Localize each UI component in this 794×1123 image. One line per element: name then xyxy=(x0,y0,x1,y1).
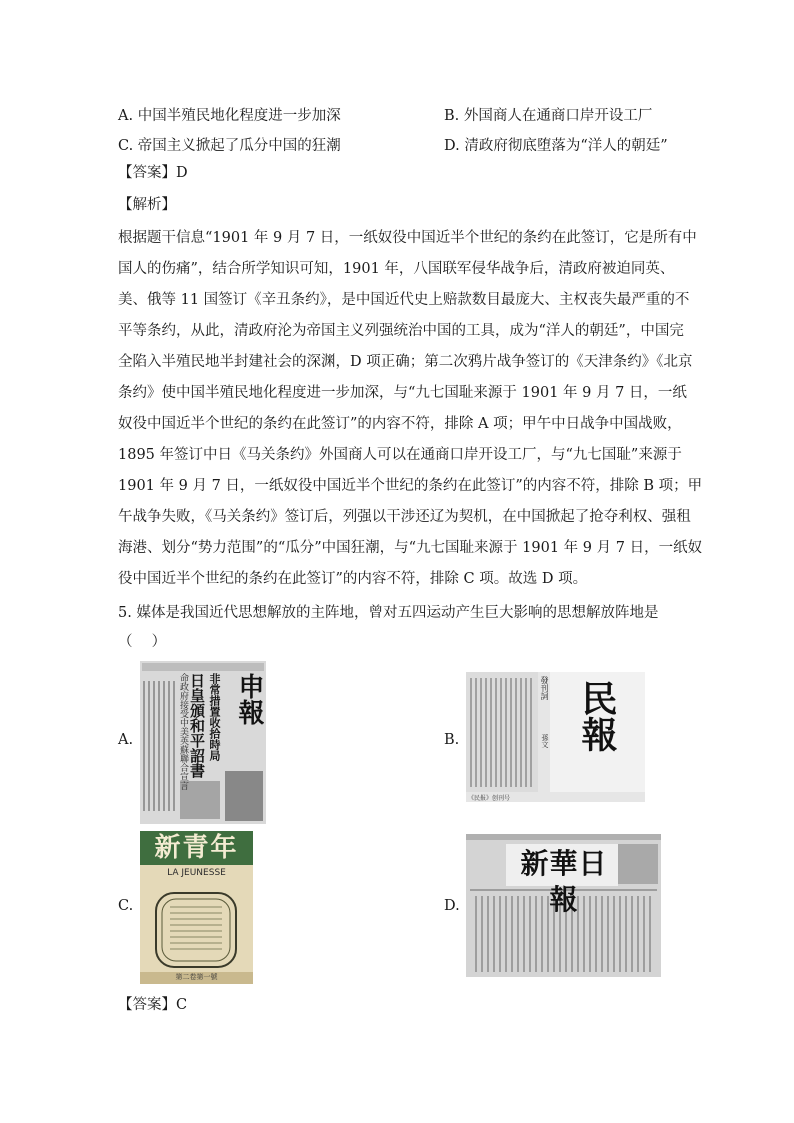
minbao-author: 孫文 xyxy=(541,734,549,748)
shenbao-headline-3: 命政府接受中美英蘇聯合宣言 xyxy=(178,673,188,790)
option-b-label: B. xyxy=(444,732,460,748)
option-a-label: A. xyxy=(118,732,134,748)
shenbao-headline-2: 日皇頒和平詔書 xyxy=(188,673,206,778)
prev-option-b: B. 外国商人在通商口岸开设工厂 xyxy=(444,108,653,124)
xinqingnian-magazine-image[interactable] xyxy=(140,831,253,984)
option-c-label: C. xyxy=(118,898,134,914)
xinhuaribao-newspaper-image[interactable] xyxy=(466,834,661,977)
analysis-line: 全陷入半殖民地半封建社会的深渊，D 项正确；第二次鸦片战争签订的《天津条约》《北京 xyxy=(118,354,693,370)
analysis-line: 海港、划分“势力范围”的“瓜分”中国狂潮，与“九七国耻来源于 1901 年 9 月 7 日，一纸奴 xyxy=(118,540,703,556)
minbao-side-label: 發刊詞 xyxy=(540,676,549,700)
minbao-caption: 《民报》创刊号 xyxy=(468,795,511,802)
prev-question-options-row-1 xyxy=(118,104,718,126)
analysis-label: 【解析】 xyxy=(118,197,176,213)
shenbao-headline-1: 非常措置收拾時局 xyxy=(208,673,221,761)
prev-option-d: D. 清政府彻底堕落为“洋人的朝廷” xyxy=(444,138,668,154)
question-5-bracket: （ ） xyxy=(118,634,167,650)
analysis-line: 奴役中国近半个世纪的条约在此签订”的内容不符，排除 A 项；甲午中日战争中国战败， xyxy=(118,416,682,432)
analysis-line: 役中国近半个世纪的条约在此签订”的内容不符，排除 C 项。故选 D 项。 xyxy=(118,571,588,587)
question-5-answer: 【答案】C xyxy=(118,997,188,1013)
analysis-line: 条约》使中国半殖民地化程度进一步加深，与“九七国耻来源于 1901 年 9 月 7 日，一纸 xyxy=(118,385,687,401)
analysis-line: 美、俄等 11 国签订《辛丑条约》，是中国近代史上赔款数目最庞大、主权丧失最严重的不 xyxy=(118,292,690,308)
prev-option-a: A. 中国半殖民地化程度进一步加深 xyxy=(118,108,341,124)
analysis-line: 午战争失败，《马关条约》签订后，列强以干涉还辽为契机，在中国掀起了抢夺利权、强租 xyxy=(118,509,691,525)
xinhuaribao-masthead: 新華日報 xyxy=(520,847,608,916)
xinqingnian-issue: 第二卷第一號 xyxy=(175,973,218,981)
prev-question-options-row-2 xyxy=(118,134,718,156)
analysis-line: 1895 年签订中日《马关条约》外国商人可以在通商口岸开设工厂，与“九七国耻”来源于 xyxy=(118,447,682,463)
prev-option-c: C. 帝国主义掀起了瓜分中国的狂潮 xyxy=(118,138,341,154)
prev-answer: 【答案】D xyxy=(118,165,188,181)
xinqingnian-subtitle: LA JEUNESSE xyxy=(167,868,226,878)
shenbao-masthead: 申報 xyxy=(234,673,264,725)
option-d-label: D. xyxy=(444,898,460,914)
xinqingnian-masthead: 新青年 xyxy=(154,833,239,863)
minbao-masthead: 民報 xyxy=(576,680,618,752)
analysis-line: 根据题干信息“1901 年 9 月 7 日，一纸奴役中国近半个世纪的条约在此签订，它是所有中 xyxy=(118,230,697,246)
analysis-line: 平等条约，从此，清政府沦为帝国主义列强统治中国的工具，成为“洋人的朝廷”，中国完 xyxy=(118,323,684,339)
analysis-line: 1901 年 9 月 7 日，一纸奴役中国近半个世纪的条约在此签订”的内容不符，排除 B 项；甲 xyxy=(118,478,703,494)
minbao-newspaper-image[interactable] xyxy=(466,672,645,802)
question-5-stem: 5. 媒体是我国近代思想解放的主阵地，曾对五四运动产生巨大影响的思想解放阵地是 xyxy=(118,605,659,621)
shenbao-newspaper-image[interactable] xyxy=(140,661,266,824)
analysis-line: 国人的伤痛”，结合所学知识可知，1901 年，八国联军侵华战争后，清政府被迫同英、 xyxy=(118,261,675,277)
